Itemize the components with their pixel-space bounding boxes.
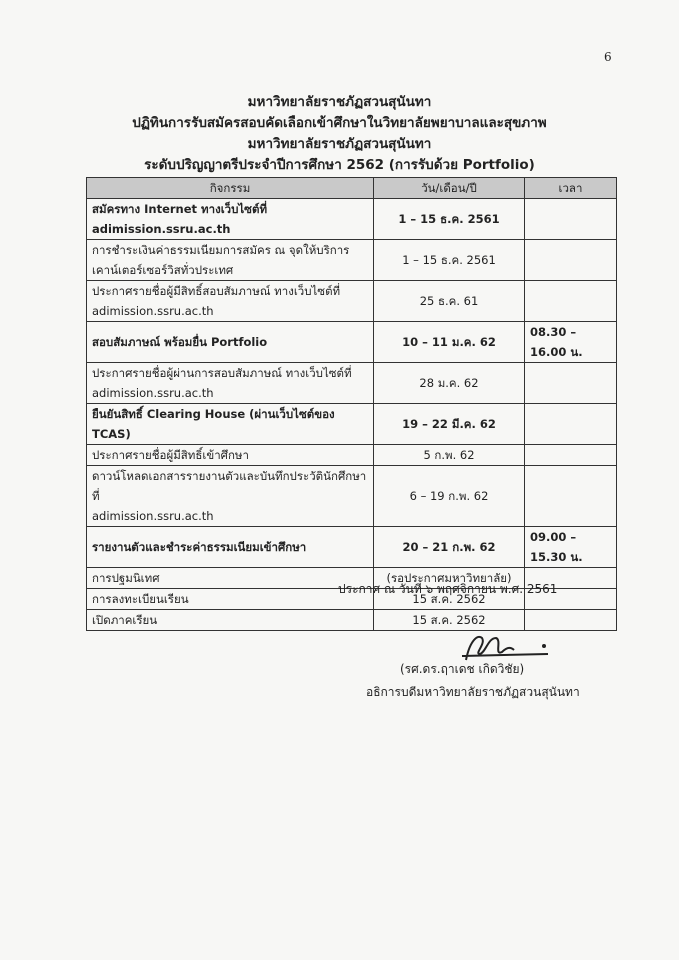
date-cell: 20 – 21 ก.พ. 62 [374,527,525,568]
table-row [87,527,617,568]
activity-line: ดาวน์โหลดเอกสารรายงานตัวและบันทึกประวัตินักศึกษา ที่ [92,469,367,503]
activity-cell [87,466,374,527]
activity-cell [87,404,374,445]
date-cell: 10 – 11 ม.ค. 62 [374,322,525,363]
announcement-date: ประกาศ ณ วันที่ ๖ พฤศจิกายน พ.ศ. 2561 [338,582,558,596]
activity-line: รายงานตัวและชำระค่าธรรมเนียมเข้าศึกษา [92,540,307,554]
header-line: ระดับปริญญาตรีประจำปีการศึกษา 2562 (การรับด้วย Portfolio) [144,157,535,173]
activity-line: ประกาศรายชื่อผู้ผ่านการสอบสัมภาษณ์ ทางเว็บไซต์ที่ [92,366,352,380]
document-header [0,92,679,176]
table-row [87,240,617,281]
activity-line: adimission.ssru.ac.th [92,222,231,236]
column-header-activity: กิจกรรม [87,178,374,199]
table-row [87,322,617,363]
activity-cell [87,527,374,568]
time-cell [525,281,617,322]
activity-line: การลงทะเบียนเรียน [92,592,189,606]
date-cell: 25 ธ.ค. 61 [374,281,525,322]
date-cell: 5 ก.พ. 62 [374,445,525,466]
activity-line: สอบสัมภาษณ์ พร้อมยื่น Portfolio [92,335,268,349]
column-header-time: เวลา [525,178,617,199]
activity-line: ยืนยันสิทธิ์ Clearing House (ผ่านเว็บไซต์ของ TCAS) [92,407,335,441]
activity-cell [87,240,374,281]
table-row [87,610,617,631]
activity-line: เคาน์เตอร์เซอร์วิสทั่วประเทศ [92,263,234,277]
date-cell: 15 ส.ค. 2562 [374,610,525,631]
header-line: ปฏิทินการรับสมัครสอบคัดเลือกเข้าศึกษาในวิทยาลัยพยาบาลและสุขภาพ [132,115,547,131]
signature-image [452,630,552,664]
activity-line: การชำระเงินค่าธรรมเนียมการสมัคร ณ จุดให้บริการ [92,243,350,257]
table-row [87,199,617,240]
activity-cell [87,610,374,631]
activity-line: adimission.ssru.ac.th [92,304,214,318]
date-cell: 15 ส.ค. 2562 [374,589,525,610]
time-cell [525,610,617,631]
activity-cell [87,322,374,363]
table-row [87,281,617,322]
date-cell: 19 – 22 มี.ค. 62 [374,404,525,445]
date-cell: (รอประกาศมหาวิทยาลัย) [374,568,525,589]
table-row [87,445,617,466]
date-cell: 6 – 19 ก.พ. 62 [374,466,525,527]
signatory-name: (รศ.ดร.ฤาเดช เกิดวิชัย) [400,662,525,676]
activity-line: adimission.ssru.ac.th [92,509,214,523]
activity-cell [87,199,374,240]
table-row [87,404,617,445]
time-cell [525,466,617,527]
date-cell: 28 ม.ค. 62 [374,363,525,404]
header-line: มหาวิทยาลัยราชภัฏสวนสุนันทา [247,136,432,152]
activity-line: สมัครทาง Internet ทางเว็บไซต์ที่ [92,202,268,216]
activity-cell [87,445,374,466]
time-cell [525,240,617,281]
activity-line: ประกาศรายชื่อผู้มีสิทธิ์เข้าศึกษา [92,448,249,462]
time-cell: 09.00 – 15.30 น. [525,527,617,568]
time-cell [525,445,617,466]
table-row [87,363,617,404]
signatory-position: อธิการบดีมหาวิทยาลัยราชภัฏสวนสุนันทา [366,685,580,699]
activity-line: เปิดภาคเรียน [92,613,158,627]
activity-cell [87,589,374,610]
activity-line: adimission.ssru.ac.th [92,386,214,400]
schedule-table [86,177,617,631]
table-row [87,466,617,527]
header-line: มหาวิทยาลัยราชภัฏสวนสุนันทา [247,94,432,110]
activity-line: การปฐมนิเทศ [92,571,160,585]
time-cell: 08.30 – 16.00 น. [525,322,617,363]
time-cell [525,363,617,404]
time-cell [525,199,617,240]
activity-line: ประกาศรายชื่อผู้มีสิทธิ์สอบสัมภาษณ์ ทางเว็บไซต์ที่ [92,284,341,298]
date-cell: 1 – 15 ธ.ค. 2561 [374,240,525,281]
column-header-date: วัน/เดือน/ปี [374,178,525,199]
activity-cell [87,363,374,404]
time-cell [525,404,617,445]
page-number: 6 [604,50,612,64]
date-cell: 1 – 15 ธ.ค. 2561 [374,199,525,240]
activity-cell [87,281,374,322]
activity-cell [87,568,374,589]
